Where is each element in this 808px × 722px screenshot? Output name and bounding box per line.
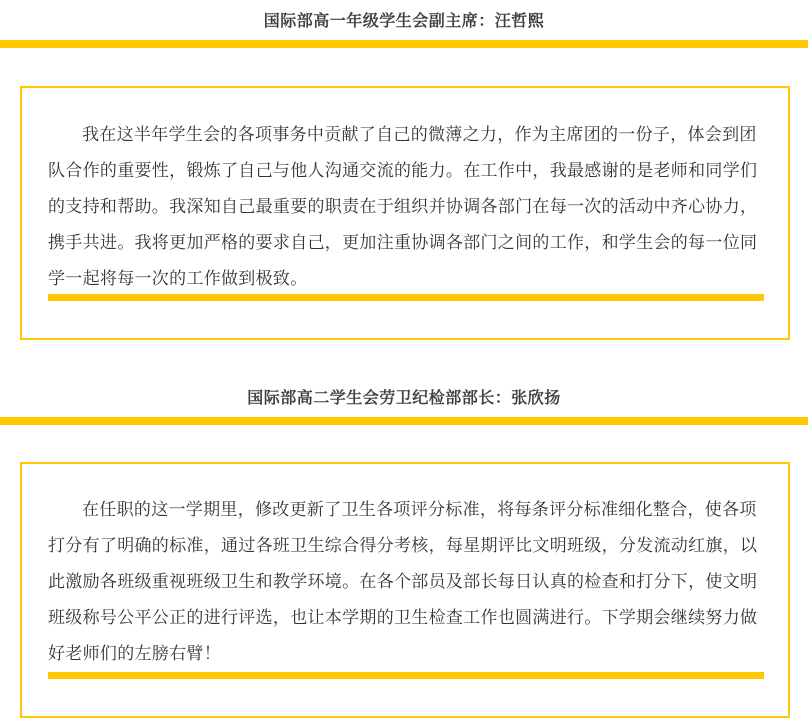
profile-text: 在任职的这一学期里，修改更新了卫生各项评分标准，将每条评分标准细化整合，使各项打分有了明确的标准，通过各班卫生综合得分考核，每星期评比文明班级，分发流动红旗，以此激励各班级重视班级卫生和教学环境。在各个部员及部长每日认真的检查和打分下，使文明班级称号公平公正的进行评选，也让本学期的卫生检查工作也圆满进行。下学期会继续努力做好老师们的左膀右臂！ <box>48 500 758 664</box>
section-title-vice-president: 国际部高一年级学生会副主席：汪哲熙 <box>263 11 545 30</box>
profile-card-vice-president <box>20 86 790 340</box>
profile-text: 我在这半年学生会的各项事务中贡献了自己的微薄之力，作为主席团的一份子，体会到团队合作的重要性，锻炼了自己与他人沟通交流的能力。在工作中，我最感谢的是老师和同学们的支持和帮助。我深知自己最重要的职责在于组织并协调各部门在每一次的活动中齐心协力，携手共进。我将更加严格的要求自己，更加注重协调各部门之间的工作，和学生会的每一位同学一起将每一次的工作做到极致。 <box>48 125 758 289</box>
section-title-bar <box>0 40 808 48</box>
profile-card-hygiene-minister <box>20 462 790 718</box>
card-underline <box>48 294 764 301</box>
section-title-bar <box>0 417 808 425</box>
section-title-hygiene-minister: 国际部高二学生会劳卫纪检部部长：张欣扬 <box>247 388 561 407</box>
card-underline <box>48 672 764 679</box>
